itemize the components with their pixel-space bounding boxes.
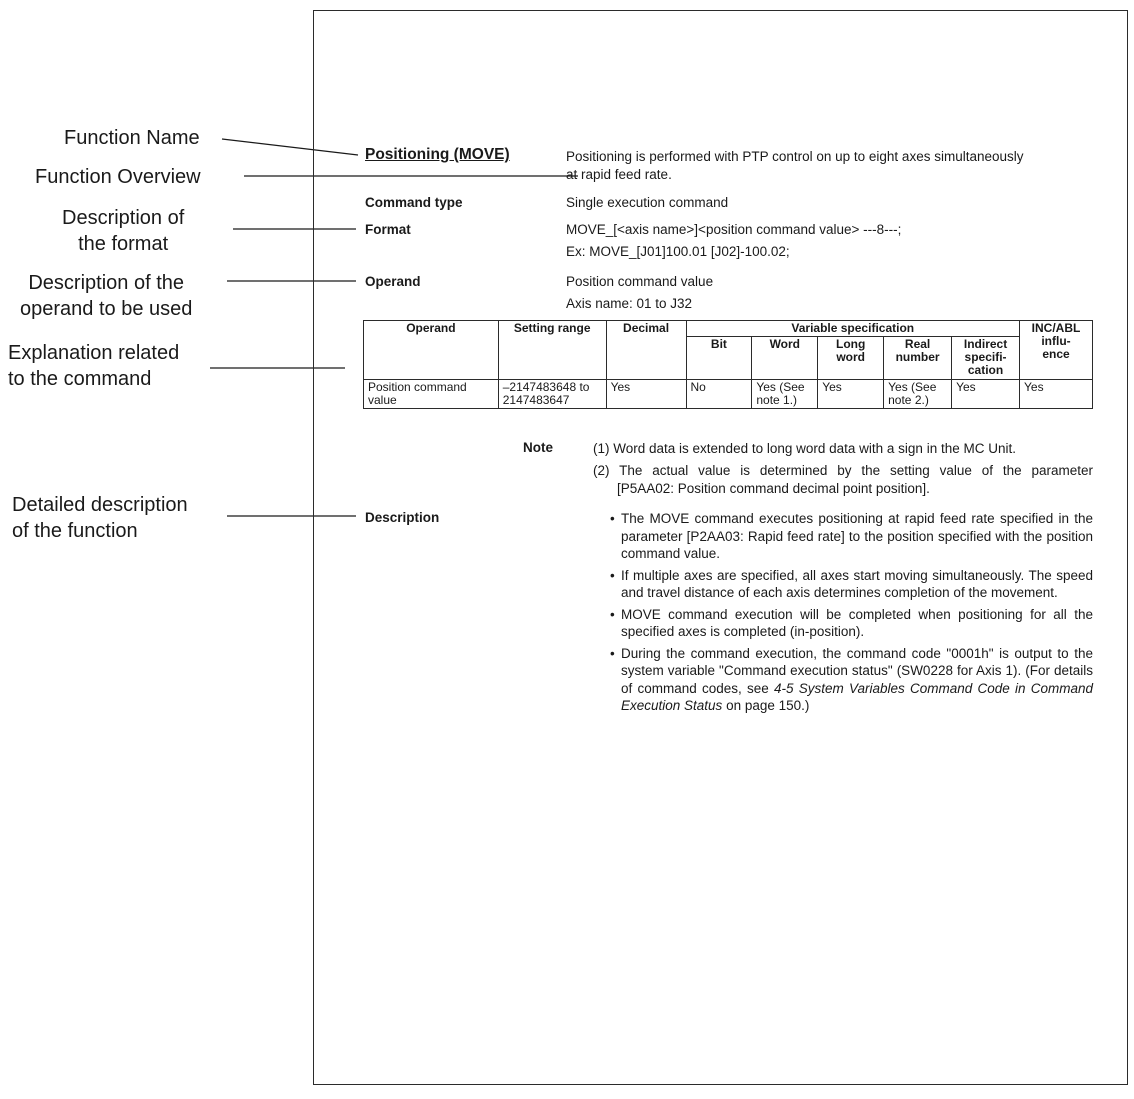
th-variable-specification: Variable specification (686, 321, 1020, 337)
note-label: Note (523, 440, 553, 455)
operand-table (363, 320, 1093, 409)
callout-text: operand to be used (20, 298, 193, 320)
format-value (566, 221, 901, 261)
overview-line: Positioning is performed with PTP control on up to eight axes simultaneously (566, 149, 1024, 164)
th-text: Long (836, 337, 866, 351)
th-text: number (895, 350, 940, 364)
td-indirect: Yes (952, 380, 1020, 409)
td-decimal: Yes (606, 380, 686, 409)
td-text: value (368, 393, 397, 407)
note-line: [P5AA02: Position command decimal point position]. (617, 481, 930, 496)
td-text: note 1.) (756, 393, 798, 407)
format-example: Ex: MOVE_[J01]100.01 [J02]-100.02; (566, 244, 790, 259)
td-word (752, 380, 818, 409)
table-header-row (364, 321, 1093, 337)
callout-text: Explanation related (8, 342, 180, 364)
td-text: Yes (See (888, 380, 937, 394)
callout-text: to the command (8, 368, 152, 390)
operand-label: Operand (365, 274, 421, 289)
description-bullet: • The MOVE command executes positioning at rapid feed rate specified in the parameter [P2AA03: Rapid feed rate] to the position specified with the position command value. (610, 510, 1093, 563)
description-bullet: • If multiple axes are specified, all axes start moving simultaneously. The speed and travel distance of each axis determines completion of the movement. (610, 567, 1093, 602)
operand-line: Axis name: 01 to J32 (566, 296, 693, 311)
th-bit: Bit (686, 337, 752, 380)
cross-reference: 4-5 System Variables Command Code in Command Execution Status (621, 680, 1093, 713)
callout-text: Function Overview (35, 166, 201, 188)
th-real-number (884, 337, 952, 380)
description-list (610, 510, 1093, 719)
bullet-text: on page 150.) (722, 698, 810, 713)
th-inc-abl (1020, 321, 1093, 380)
note-2 (593, 462, 1093, 498)
description-bullet (610, 645, 1093, 715)
td-text: –2147483648 to (502, 380, 590, 394)
callout-text: the format (78, 233, 169, 255)
td-text: note 2.) (888, 393, 929, 407)
overview-line: at rapid feed rate. (566, 167, 672, 182)
th-text: cation (967, 363, 1004, 377)
table-row (364, 380, 1093, 409)
th-text: INC/ABL (1031, 321, 1081, 335)
td-operand (364, 380, 499, 409)
td-inc-abl: Yes (1020, 380, 1093, 409)
th-text: Indirect (963, 337, 1008, 351)
operand-value (566, 273, 713, 313)
format-line: MOVE_[<axis name>]<position command value> ---8---; (566, 222, 902, 237)
callout-text: Description of the (28, 272, 184, 294)
description-label: Description (365, 510, 440, 525)
th-setting-range: Setting range (498, 321, 606, 380)
td-bit: No (686, 380, 752, 409)
th-word: Word (752, 337, 818, 380)
command-type-value: Single execution command (566, 195, 729, 210)
th-text: specifi- (964, 350, 1007, 364)
td-long-word: Yes (818, 380, 884, 409)
th-decimal: Decimal (606, 321, 686, 380)
th-text: Real (904, 337, 931, 351)
th-text: influ- (1041, 334, 1071, 348)
command-type-label: Command type (365, 195, 463, 210)
format-label: Format (365, 222, 411, 237)
operand-line: Position command value (566, 274, 714, 289)
note-1: (1) Word data is extended to long word data with a sign in the MC Unit. (593, 441, 1016, 456)
note-line: (2) The actual value is determined by the setting value of the parameter (593, 463, 1093, 478)
callout-text: of the function (12, 520, 138, 542)
callout-text: Function Name (64, 127, 200, 149)
callout-text: Detailed description (12, 494, 188, 516)
th-operand: Operand (364, 321, 499, 380)
th-long-word (818, 337, 884, 380)
td-text: Position command (368, 380, 467, 394)
td-setting-range (498, 380, 606, 409)
td-real-number (884, 380, 952, 409)
td-text: 2147483647 (502, 393, 570, 407)
function-title: Positioning (MOVE) (365, 146, 510, 163)
bullet-text: During the command execution, the command code "0001h" is output to the system variable "Command execution status" (SW0228 for Axis 1). (For details of command codes, see (621, 645, 1093, 696)
description-bullet: • MOVE command execution will be completed when positioning for all the specified axes is completed (in-position). (610, 606, 1093, 641)
th-text: word (836, 350, 866, 364)
callout-text: Description of (62, 207, 185, 229)
th-text: ence (1042, 347, 1070, 361)
function-overview-text (566, 148, 1106, 184)
td-text: Yes (See (756, 380, 805, 394)
th-indirect-specification (952, 337, 1020, 380)
